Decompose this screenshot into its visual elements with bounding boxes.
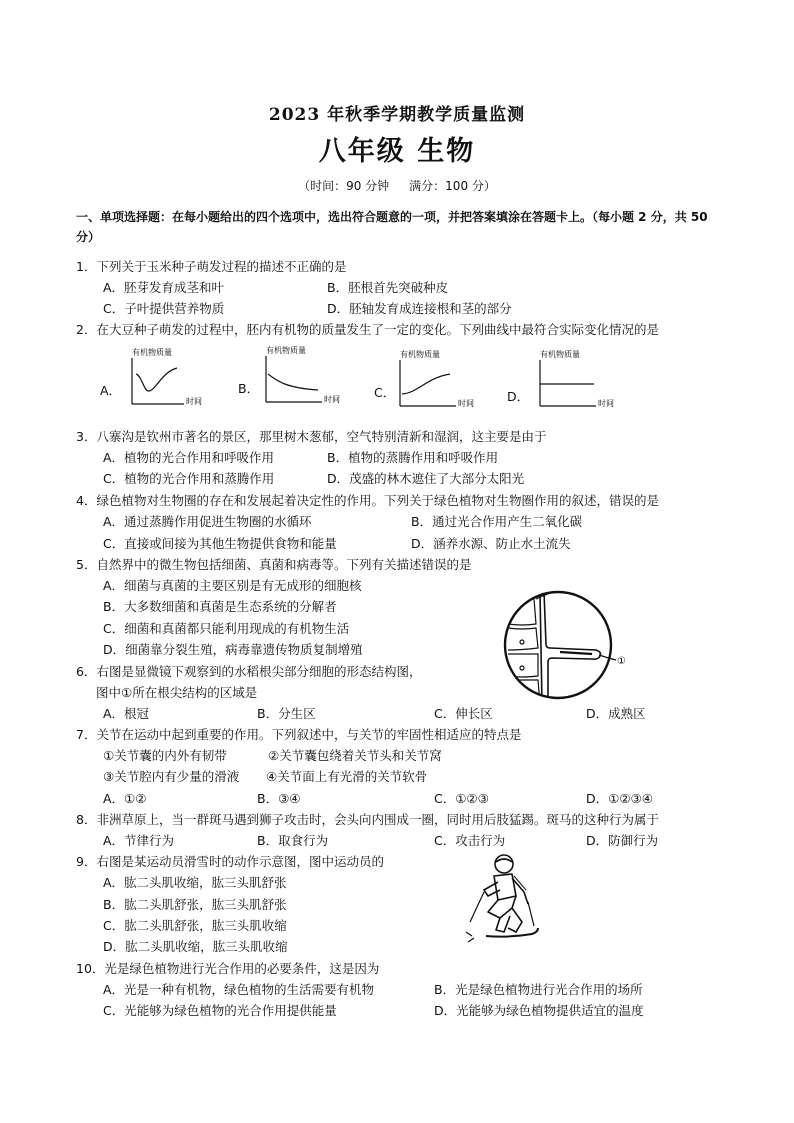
exam-subject: 八年级 生物 — [318, 136, 476, 167]
question-7-option-b: B．③④ — [257, 791, 301, 806]
question-1-option-b: B．胚根首先突破种皮 — [327, 280, 449, 295]
exam-title: 2023 年秋季学期教学质量监测 — [268, 105, 526, 125]
graph-a — [122, 346, 212, 408]
question-1-stem: 1．下列关于玉米种子萌发过程的描述不正确的是 — [76, 259, 347, 274]
exam-info — [0, 177, 794, 194]
figure-label-1: ① — [617, 656, 626, 667]
question-6-option-b: B．分生区 — [257, 706, 316, 721]
question-10-stem: 10．光是绿色植物进行光合作用的必要条件，这是因为 — [76, 961, 380, 976]
question-2-option-c: C． — [374, 385, 396, 400]
question-9-option-c: C．肱二头肌舒张，肱三头肌收缩 — [103, 918, 287, 933]
question-4-option-d: D．涵养水源、防止水土流失 — [411, 536, 571, 551]
question-7-stem: 7．关节在运动中起到重要的作用。下列叙述中，与关节的牢固性相适应的特点是 — [76, 727, 522, 742]
question-1-option-c: C．子叶提供营养物质 — [103, 301, 225, 316]
question-7-item-2: ②关节囊包绕着关节头和关节窝 — [268, 748, 442, 763]
root-hair-microscope-figure — [500, 584, 650, 708]
question-3-option-b: B．植物的蒸腾作用和呼吸作用 — [327, 450, 499, 465]
question-1-option-d: D．胚轴发育成连接根和茎的部分 — [327, 301, 512, 316]
question-4-option-c: C．直接或间接为其他生物提供食物和能量 — [103, 536, 337, 551]
question-9-option-a: A．肱二头肌收缩，肱三头肌舒张 — [103, 875, 287, 890]
question-6-option-c: C．伸长区 — [434, 706, 493, 721]
question-10-option-a: A．光是一种有机物，绿色植物的生活需要有机物 — [103, 982, 375, 997]
question-5-option-a: A．细菌与真菌的主要区别是有无成形的细胞核 — [103, 578, 362, 593]
question-6-stem-cont: 图中①所在根尖结构的区域是 — [96, 685, 258, 700]
question-6-option-d: D．成熟区 — [586, 706, 646, 721]
graph-d — [530, 348, 622, 410]
graph-c — [390, 348, 482, 410]
question-5-option-b: B．大多数细菌和真菌是生态系统的分解者 — [103, 599, 337, 614]
question-1-option-a: A．胚芽发育成茎和叶 — [103, 280, 225, 295]
question-8-option-a: A．节律行为 — [103, 833, 175, 848]
question-7-item-4: ④关节面上有光滑的关节软骨 — [266, 769, 428, 784]
question-2-option-d: D． — [507, 389, 530, 404]
question-4-option-b: B．通过光合作用产生二氧化碳 — [411, 514, 583, 529]
question-7-option-a: A．①② — [103, 791, 147, 806]
question-8-option-c: C．攻击行为 — [434, 833, 506, 848]
question-9-option-d: D．肱二头肌收缩，肱三头肌收缩 — [103, 939, 288, 954]
question-3-stem: 3．八寨沟是钦州市著名的景区，那里树木葱郁，空气特别清新和湿润，这主要是由于 — [76, 429, 547, 444]
question-10-option-b: B．光是绿色植物进行光合作用的场所 — [434, 982, 643, 997]
skier-figure — [458, 852, 546, 948]
graph-d-ylabel: 有机物质量 — [540, 350, 580, 359]
question-7-option-d: D．①②③④ — [586, 791, 653, 806]
question-5-option-d: D．细菌靠分裂生殖，病毒靠遗传物质复制增殖 — [103, 642, 363, 657]
section-heading: 一、单项选择题：在每小题给出的四个选项中，选出符合题意的一项，并把答案填涂在答题卡上。（每小题 2 分，共 50 分） — [76, 210, 708, 244]
exam-time: （时间：90 分钟 — [298, 179, 390, 193]
graph-b-xlabel: 时间 — [324, 395, 340, 404]
question-7-item-3: ③关节腔内有少量的滑液 — [103, 769, 240, 784]
question-2-stem: 2．在大豆种子萌发的过程中，胚内有机物的质量发生了一定的变化。下列曲线中最符合实际变化情况的是 — [76, 322, 659, 337]
question-7-item-1: ①关节囊的内外有韧带 — [103, 748, 227, 763]
question-3-option-c: C．植物的光合作用和蒸腾作用 — [103, 471, 275, 486]
question-9-stem: 9．右图是某运动员滑雪时的动作示意图，图中运动员的 — [76, 854, 384, 869]
question-4-option-a: A．通过蒸腾作用促进生物圈的水循环 — [103, 514, 312, 529]
exam-score: 满分：100 分） — [409, 179, 496, 193]
graph-c-ylabel: 有机物质量 — [400, 350, 440, 359]
question-5-option-c: C．细菌和真菌都只能利用现成的有机物生活 — [103, 621, 350, 636]
graph-c-xlabel: 时间 — [458, 399, 474, 408]
question-5-stem: 5．自然界中的微生物包括细菌、真菌和病毒等。下列有关描述错误的是 — [76, 557, 472, 572]
question-2-option-b: B． — [238, 381, 260, 396]
graph-d-xlabel: 时间 — [598, 399, 614, 408]
graph-b-ylabel: 有机物质量 — [266, 346, 306, 355]
question-8-stem: 8．非洲草原上，当一群斑马遇到狮子攻击时，会头向内围成一圈，同时用后肢猛踢。斑马的这种行为属于 — [76, 812, 659, 827]
question-8-option-d: D．防御行为 — [586, 833, 659, 848]
question-7-option-c: C．①②③ — [434, 791, 489, 806]
question-3-option-d: D．茂盛的林木遮住了大部分太阳光 — [327, 471, 525, 486]
question-2-option-a: A． — [100, 383, 122, 398]
question-4-stem: 4．绿色植物对生物圈的存在和发展起着决定性的作用。下列关于绿色植物对生物圈作用的叙述，错误的是 — [76, 493, 659, 508]
graph-b — [256, 344, 348, 406]
graph-a-xlabel: 时间 — [186, 397, 202, 406]
question-6-stem: 6．右图是显微镜下观察到的水稻根尖部分细胞的形态结构图， — [76, 664, 422, 679]
graph-a-ylabel: 有机物质量 — [132, 348, 172, 357]
question-3-option-a: A．植物的光合作用和呼吸作用 — [103, 450, 275, 465]
question-9-option-b: B．肱二头肌舒张，肱三头肌舒张 — [103, 897, 287, 912]
question-8-option-b: B．取食行为 — [257, 833, 329, 848]
question-10-option-d: D．光能够为绿色植物提供适宜的温度 — [434, 1003, 644, 1018]
question-10-option-c: C．光能够为绿色植物的光合作用提供能量 — [103, 1003, 337, 1018]
question-6-option-a: A．根冠 — [103, 706, 150, 721]
